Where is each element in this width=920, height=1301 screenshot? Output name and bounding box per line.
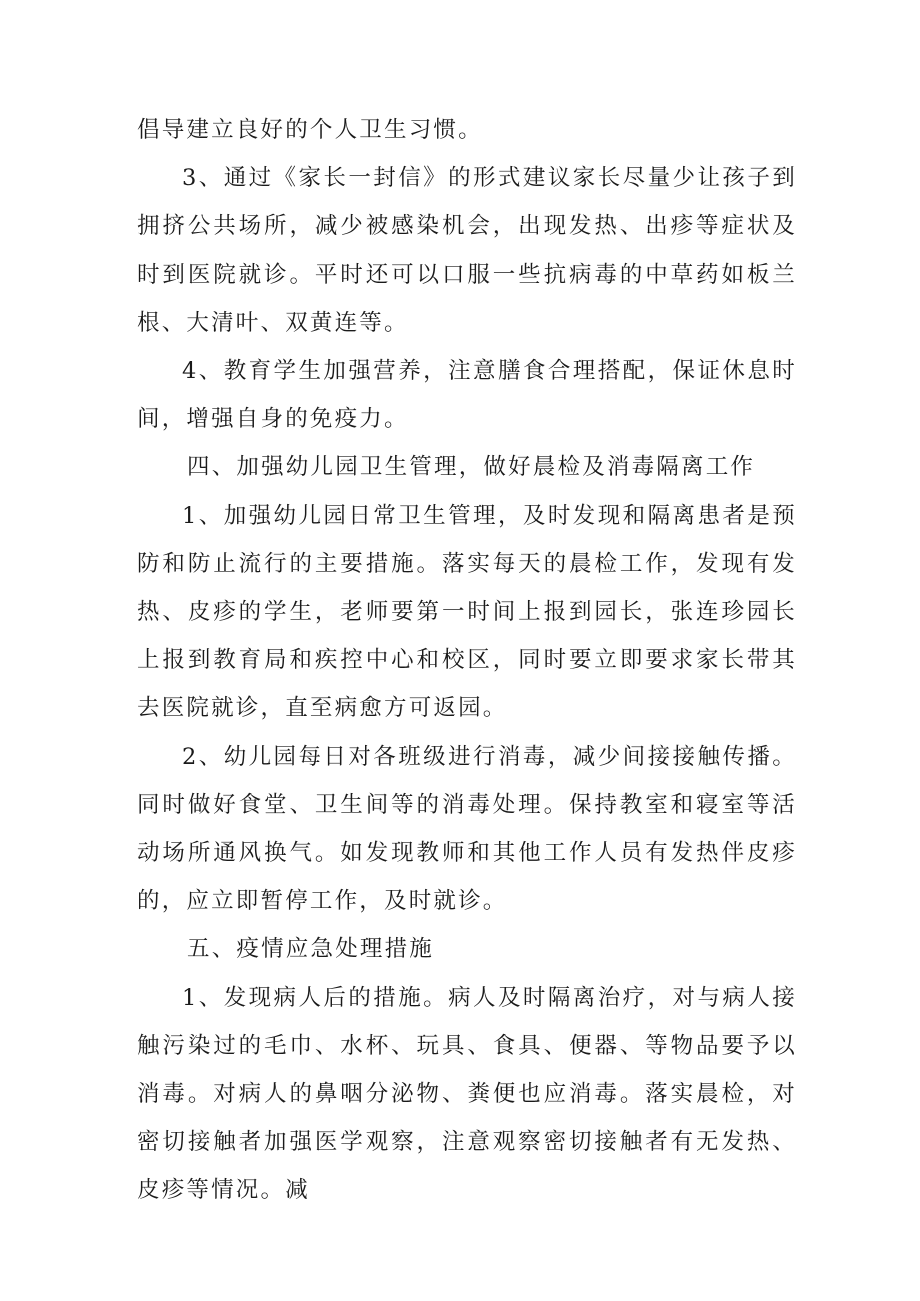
section-heading-5: 五、疫情应急处理措施 (187, 936, 435, 963)
document-body (137, 106, 797, 1215)
paragraph-item-3: 3、通过《家长一封信》的形式建议家长尽量少让孩子到拥挤公共场所，减少被感染机会，出现发热、出疹等症状及时到医院就诊。平时还可以口服一些抗病毒的中草药如板兰根、大清叶、双黄连等。 (137, 165, 797, 336)
paragraph-continuation: 倡导建立良好的个人卫生习惯。 (137, 117, 483, 143)
paragraph-item-4: 4、教育学生加强营养，注意膳食合理搭配，保证休息时间，增强自身的免疫力。 (137, 358, 797, 433)
paragraph-section4-item-2: 2、幼儿园每日对各班级进行消毒，减少间接接触传播。同时做好食堂、卫生间等的消毒处理。保持教室和寝室等活动场所通风换气。如发现教师和其他工作人员有发热伴皮疹的，应立即暂停工作，及时就诊。 (137, 743, 797, 915)
section-heading-4: 四、加强幼儿园卫生管理，做好晨检及消毒隔离工作 (187, 454, 756, 481)
paragraph-section4-item-1: 1、加强幼儿园日常卫生管理，及时发现和隔离患者是预防和防止流行的主要措施。落实每天的晨检工作，发现有发热、皮疹的学生，老师要第一时间上报到园长，张连珍园长上报到教育局和疾控中心和校区，同时要立即要求家长带其去医院就诊，直至病愈方可返园。 (137, 502, 797, 722)
paragraph-section5-item-1: 1、发现病人后的措施。病人及时隔离治疗，对与病人接触污染过的毛巾、水杯、玩具、食具、便器、等物品要予以消毒。对病人的鼻咽分泌物、粪便也应消毒。落实晨检，对密切接触者加强医学观察，注意观察密切接触者有无发热、皮疹等情况。减 (137, 984, 797, 1204)
